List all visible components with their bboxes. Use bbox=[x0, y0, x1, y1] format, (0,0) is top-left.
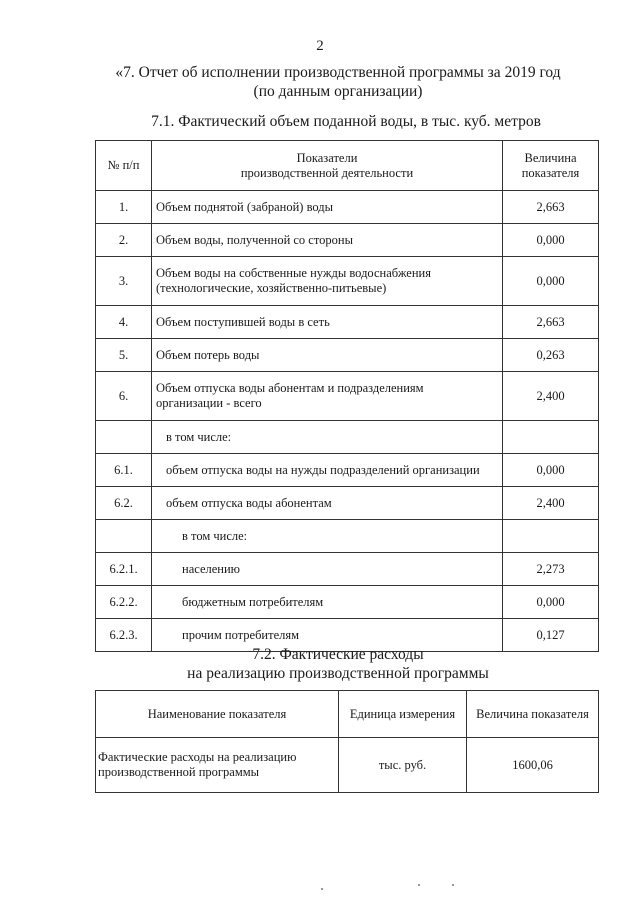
row-number: 6.2.3. bbox=[96, 619, 152, 652]
row-value: 0,127 bbox=[503, 619, 599, 652]
section-title bbox=[18, 63, 640, 101]
row-value: 1600,06 bbox=[467, 738, 599, 793]
table1-title: 7.1. Фактический объем поданной воды, в тыс. куб. метров bbox=[151, 113, 541, 130]
row-value bbox=[503, 421, 599, 454]
row-number: 1. bbox=[96, 191, 152, 224]
table-row bbox=[96, 306, 599, 339]
expenses-table bbox=[95, 690, 599, 793]
table-row bbox=[96, 339, 599, 372]
table-row bbox=[96, 520, 599, 553]
table-header-row bbox=[96, 691, 599, 738]
row-name: в том числе: bbox=[152, 520, 503, 553]
header-value-line2: показателя bbox=[521, 165, 580, 180]
row-value: 0,000 bbox=[503, 224, 599, 257]
row-name: бюджетным потребителям bbox=[152, 586, 503, 619]
row-number: 5. bbox=[96, 339, 152, 372]
row-name: объем отпуска воды на нужды подразделений организации bbox=[152, 454, 503, 487]
row-number bbox=[96, 520, 152, 553]
row-value: 2,663 bbox=[503, 306, 599, 339]
row-number: 6. bbox=[96, 372, 152, 421]
table2-title bbox=[18, 645, 640, 683]
row-name bbox=[152, 257, 503, 306]
row-number: 6.2.2. bbox=[96, 586, 152, 619]
row-value: 2,400 bbox=[503, 487, 599, 520]
row-number: 4. bbox=[96, 306, 152, 339]
section-title-line2: (по данным организации) bbox=[253, 83, 423, 100]
header-indicator bbox=[152, 141, 503, 191]
page-number: 2 bbox=[316, 38, 324, 54]
table-row bbox=[96, 191, 599, 224]
row-value: 0,263 bbox=[503, 339, 599, 372]
scan-speck bbox=[452, 884, 454, 886]
header-indicator-line2: производственной деятельности bbox=[240, 165, 414, 180]
header-value-line1: Величина bbox=[524, 150, 577, 165]
row-name bbox=[152, 372, 503, 421]
row-value: 0,000 bbox=[503, 257, 599, 306]
row-name-line2: (технологические, хозяйственно-питьевые) bbox=[156, 281, 387, 295]
section-title-line1: «7. Отчет об исполнении производственной программы за 2019 год bbox=[115, 64, 561, 81]
header-indicator-line1: Показатели bbox=[296, 150, 358, 165]
table-row bbox=[96, 487, 599, 520]
header-value: Величина показателя bbox=[467, 691, 599, 738]
row-number: 6.2. bbox=[96, 487, 152, 520]
header-unit: Единица измерения bbox=[339, 691, 467, 738]
row-number: 3. bbox=[96, 257, 152, 306]
table-row bbox=[96, 257, 599, 306]
row-number: 6.2.1. bbox=[96, 553, 152, 586]
row-name-line1: Объем отпуска воды абонентам и подразделениям bbox=[156, 381, 424, 395]
row-number bbox=[96, 421, 152, 454]
row-name: Объем воды, полученной со стороны bbox=[152, 224, 503, 257]
scan-speck bbox=[418, 884, 420, 886]
header-value bbox=[503, 141, 599, 191]
row-name-line1: Объем воды на собственные нужды водоснабжения bbox=[156, 266, 431, 280]
row-name-line1: Фактические расходы на реализацию bbox=[98, 750, 297, 764]
row-name: в том числе: bbox=[152, 421, 503, 454]
header-name: Наименование показателя bbox=[96, 691, 339, 738]
table-row bbox=[96, 372, 599, 421]
water-volume-table bbox=[95, 140, 599, 652]
table-row bbox=[96, 224, 599, 257]
row-number: 2. bbox=[96, 224, 152, 257]
table-row bbox=[96, 553, 599, 586]
row-value: 2,273 bbox=[503, 553, 599, 586]
table-row bbox=[96, 421, 599, 454]
scan-speck bbox=[321, 888, 323, 890]
row-name: Объем поступившей воды в сеть bbox=[152, 306, 503, 339]
row-value: 0,000 bbox=[503, 454, 599, 487]
table-row bbox=[96, 586, 599, 619]
header-number: № п/п bbox=[96, 141, 152, 191]
row-name: прочим потребителям bbox=[152, 619, 503, 652]
row-value: 2,400 bbox=[503, 372, 599, 421]
row-name bbox=[96, 738, 339, 793]
table2-title-line1: 7.2. Фактические расходы bbox=[252, 646, 424, 663]
row-number: 6.1. bbox=[96, 454, 152, 487]
table2-title-line2: на реализацию производственной программы bbox=[187, 665, 489, 682]
table-header-row bbox=[96, 141, 599, 191]
row-unit: тыс. руб. bbox=[339, 738, 467, 793]
row-name-line2: организации - всего bbox=[156, 396, 262, 410]
row-value: 0,000 bbox=[503, 586, 599, 619]
row-name-line2: производственной программы bbox=[98, 765, 260, 779]
row-name: населению bbox=[152, 553, 503, 586]
row-value bbox=[503, 520, 599, 553]
row-name: Объем потерь воды bbox=[152, 339, 503, 372]
table-row bbox=[96, 454, 599, 487]
table-row bbox=[96, 738, 599, 793]
row-value: 2,663 bbox=[503, 191, 599, 224]
row-name: Объем поднятой (забраной) воды bbox=[152, 191, 503, 224]
row-name: объем отпуска воды абонентам bbox=[152, 487, 503, 520]
